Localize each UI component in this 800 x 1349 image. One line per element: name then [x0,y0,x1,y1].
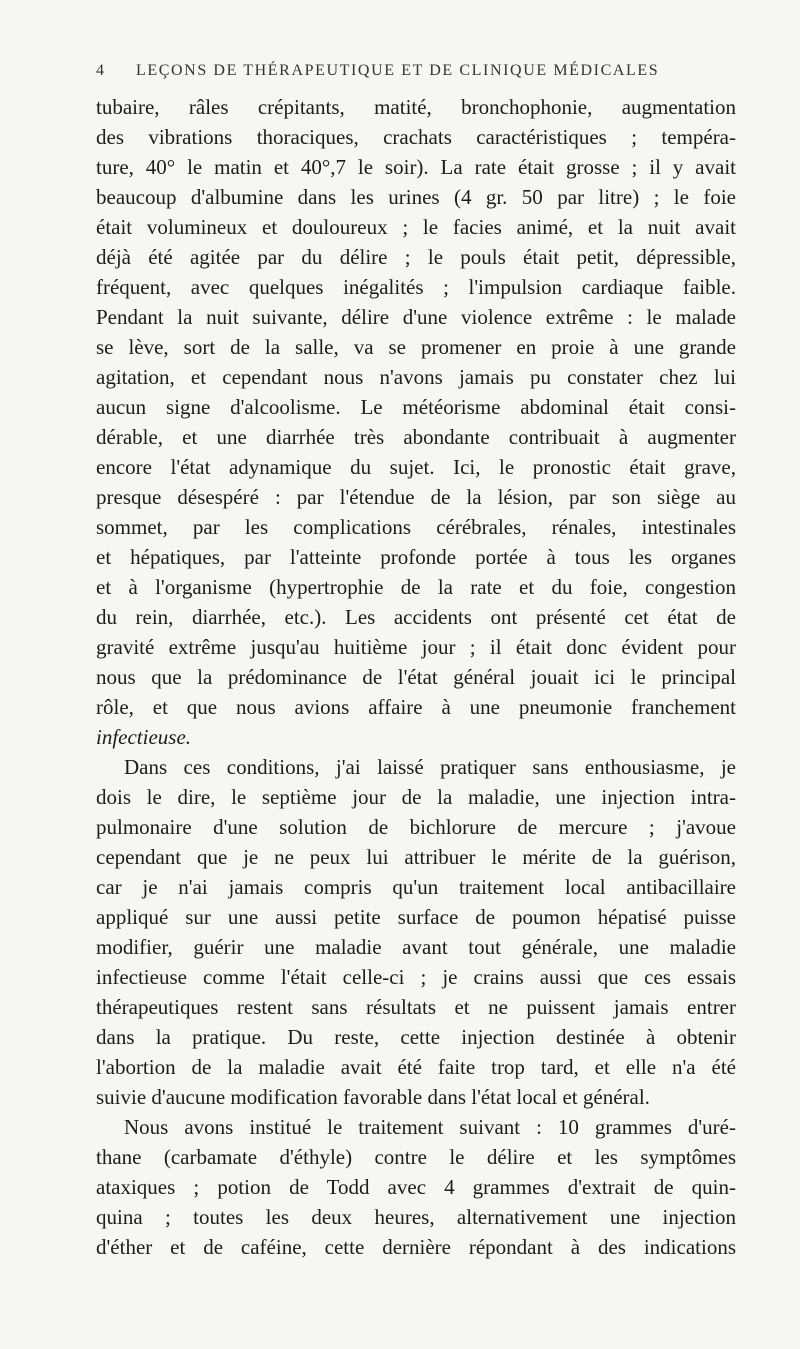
text-line: et hépatiques, par l'atteinte profonde portée à tous les organes [96,545,736,569]
text-line-italic: infectieuse. [96,725,192,749]
text-line: des vibrations thoraciques, crachats caractéristiques ; tempéra- [96,125,736,149]
text-line: l'abortion de la maladie avait été faite trop tard, et elle n'a été [96,1055,736,1079]
text-line: gravité extrême jusqu'au huitième jour ; il était donc évident pour [96,635,736,659]
running-title: LEÇONS DE THÉRAPEUTIQUE ET DE CLINIQUE MÉDICALES [136,62,660,79]
paragraph-start-line: Dans ces conditions, j'ai laissé pratiquer sans enthousiasme, je [124,755,736,779]
text-line: se lève, sort de la salle, va se promener en proie à une grande [96,335,736,359]
text-line: encore l'état adynamique du sujet. Ici, le pronostic était grave, [96,455,736,479]
text-line: Pendant la nuit suivante, délire d'une violence extrême : le malade [96,305,736,329]
text-line: infectieuse comme l'était celle-ci ; je crains aussi que ces essais [96,965,736,989]
text-line: dérable, et une diarrhée très abondante contribuait à augmenter [96,425,736,449]
text-line: appliqué sur une aussi petite surface de poumon hépatisé puisse [96,905,736,929]
text-line: et à l'organisme (hypertrophie de la rate et du foie, congestion [96,575,736,599]
text-line: dois le dire, le septième jour de la maladie, une injection intra- [96,785,736,809]
text-line: dans la pratique. Du reste, cette injection destinée à obtenir [96,1025,736,1049]
text-line: suivie d'aucune modification favorable dans l'état local et général. [96,1085,650,1109]
paragraph-start-line: Nous avons institué le traitement suivant : 10 grammes d'uré- [124,1115,736,1139]
text-line: thane (carbamate d'éthyle) contre le délire et les symptômes [96,1145,736,1169]
text-line: déjà été agitée par du délire ; le pouls était petit, dépressible, [96,245,736,269]
text-line: nous que la prédominance de l'état général jouait ici le principal [96,665,736,689]
text-line: était volumineux et douloureux ; le facies animé, et la nuit avait [96,215,736,239]
text-line: beaucoup d'albumine dans les urines (4 gr. 50 par litre) ; le foie [96,185,736,209]
text-line: thérapeutiques restent sans résultats et ne puissent jamais entrer [96,995,736,1019]
text-line: aucun signe d'alcoolisme. Le météorisme abdominal était consi- [96,395,736,419]
text-line: ture, 40° le matin et 40°,7 le soir). La rate était grosse ; il y avait [96,155,736,179]
text-line: pulmonaire d'une solution de bichlorure de mercure ; j'avoue [96,815,736,839]
text-line: presque désespéré : par l'étendue de la lésion, par son siège au [96,485,736,509]
text-line: quina ; toutes les deux heures, alternativement une injection [96,1205,736,1229]
text-line: modifier, guérir une maladie avant tout générale, une maladie [96,935,736,959]
text-line: du rein, diarrhée, etc.). Les accidents ont présenté cet état de [96,605,736,629]
text-line: ataxiques ; potion de Todd avec 4 grammes d'extrait de quin- [96,1175,736,1199]
body-text [96,92,736,1262]
text-line: sommet, par les complications cérébrales, rénales, intestinales [96,515,736,539]
text-line: cependant que je ne peux lui attribuer le mérite de la guérison, [96,845,736,869]
text-line: rôle, et que nous avions affaire à une pneumonie franchement [96,695,736,719]
text-line: car je n'ai jamais compris qu'un traitement local antibacillaire [96,875,736,899]
text-line: tubaire, râles crépitants, matité, bronchophonie, augmentation [96,95,736,119]
text-line: fréquent, avec quelques inégalités ; l'impulsion cardiaque faible. [96,275,736,299]
text-line: agitation, et cependant nous n'avons jamais pu constater chez lui [96,365,736,389]
page-number: 4 [96,62,106,79]
text-line: d'éther et de caféine, cette dernière répondant à des indications [96,1235,736,1259]
running-head [96,62,736,84]
